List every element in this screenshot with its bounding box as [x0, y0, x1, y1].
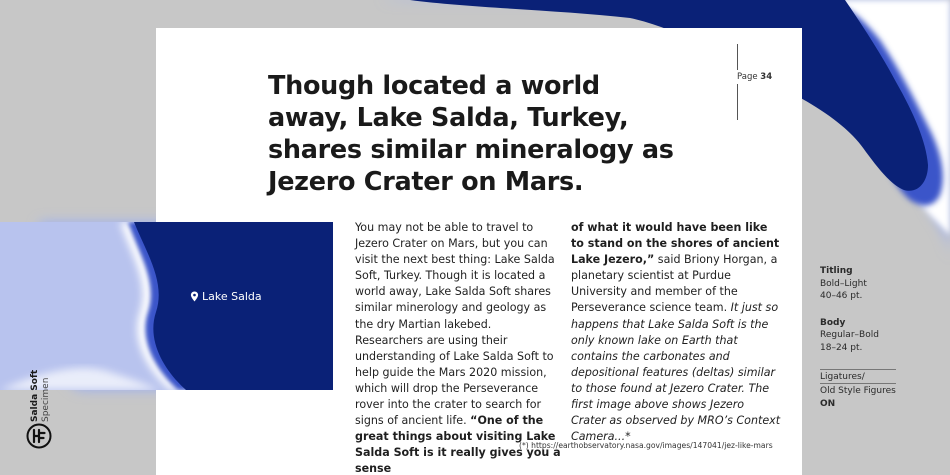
- brand-subtitle: Specimen: [41, 377, 51, 422]
- page-number-value: 34: [760, 72, 773, 82]
- map-location-label: [190, 290, 262, 303]
- features-rule-mid: [820, 383, 896, 384]
- page-number: [737, 70, 797, 84]
- features-spec: [820, 369, 940, 411]
- brand-name: Salda Soft: [30, 369, 40, 422]
- body-column-2: [571, 220, 781, 445]
- titling-spec: [820, 265, 940, 303]
- titling-weights: Bold–Light: [820, 278, 867, 289]
- body-label: Body: [820, 317, 846, 328]
- italic-paragraph: It just so happens that Lake Salda Soft is the only known lake on Earth that contains the carbonates and depositional features (deltas) similar to those found at Jezero Crater. The first image above shows Jezero Crater as observed by MRO’s Context Camera...*: [571, 301, 781, 444]
- body-intro-text: You may not be able to travel to Jezero Crater on Mars, but you can visit the next best thing: Lake Salda Soft, Turkey. Though it is located a world away, Lake Salda Soft shares similar minerology and geology as the dry Martian lakebed. Researchers are using their understanding of Lake Salda Soft to help guide the Mars 2020 mission, which will drop the Perseverance rover into the crater to search for signs of ancient life.: [355, 221, 555, 428]
- body-weights: Regular–Bold: [820, 330, 879, 341]
- map-label-text: Lake Salda: [202, 290, 262, 303]
- features-rule-top: [820, 369, 896, 370]
- features-line-2: Old Style Figures: [820, 386, 896, 397]
- page-label: Page: [737, 72, 758, 82]
- brand-label: [30, 366, 51, 422]
- titling-sizes: 40–46 pt.: [820, 291, 863, 302]
- quote-part-2: of what it would have been like to stand on the shores of ancient Lake Jezero,”: [571, 221, 780, 267]
- sf-logo-icon: [26, 423, 52, 449]
- body-spec: [820, 317, 940, 355]
- features-line-1: Ligatures/: [820, 371, 865, 382]
- lake-map: [0, 222, 333, 390]
- specs-panel: [820, 265, 940, 424]
- body-column-1: [355, 220, 561, 475]
- quote-attribution: said Briony Horgan, a planetary scientist at Purdue University and member of the Perseverance science team.: [571, 253, 778, 315]
- headline: Though located a world away, Lake Salda, Turkey, shares similar mineralogy as Jezero Crater on Mars.: [268, 71, 674, 197]
- body-sizes: 18–24 pt.: [820, 342, 863, 353]
- map-pin-icon: [190, 291, 199, 302]
- footnote[interactable]: (*) https://earthobservatory.nasa.gov/images/147041/jez-like-mars: [519, 441, 773, 450]
- features-state: ON: [820, 398, 836, 409]
- map-image: [0, 222, 333, 390]
- titling-label: Titling: [820, 266, 853, 276]
- quote-part-1: “One of the great things about visiting Lake Salda Soft is it really gives you a sense: [355, 414, 561, 475]
